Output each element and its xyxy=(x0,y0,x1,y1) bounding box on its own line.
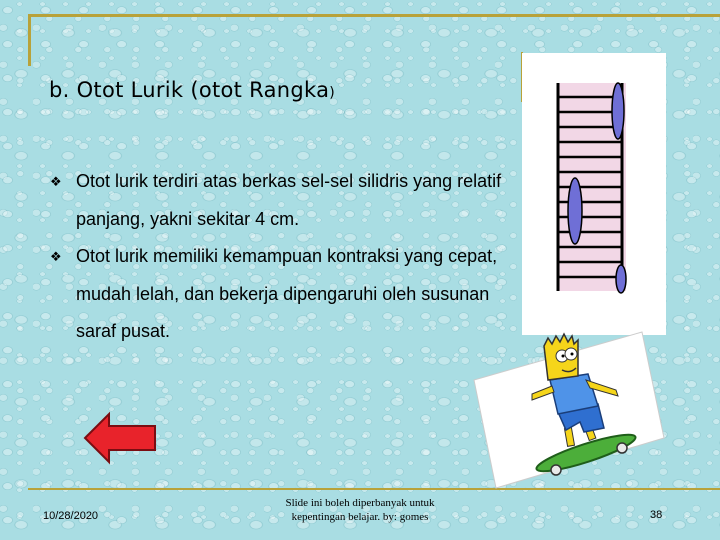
bullet-text: Otot lurik memiliki kemampuan kontraksi yang cepat, mudah lelah, dan bekerja dipengaruhi oleh susunan saraf pusat. xyxy=(76,246,498,341)
title-paren: ) xyxy=(329,85,336,101)
diamond-bullet-icon: ❖ xyxy=(50,249,62,264)
frame-top-line xyxy=(28,14,720,17)
bullet-text: Otot lurik terdiri atas berkas sel-sel silidris yang relatif panjang, yakni sekitar 4 cm. xyxy=(76,171,502,229)
page-number: 38 xyxy=(650,509,663,521)
bullet-list xyxy=(50,163,520,351)
back-arrow-icon xyxy=(82,411,158,465)
footer-date: 10/28/2020 xyxy=(43,510,99,522)
nucleus-shape xyxy=(612,83,624,139)
frame-left-line xyxy=(28,14,31,66)
diamond-bullet-icon: ❖ xyxy=(50,174,62,189)
back-arrow-button[interactable] xyxy=(82,411,158,465)
footer-note xyxy=(260,496,460,524)
skateboarder-picture xyxy=(466,330,666,490)
nucleus-shape xyxy=(616,265,626,293)
bullet-item xyxy=(50,163,520,238)
footer-note-line: Slide ini boleh diperbanyak untuk xyxy=(285,497,435,509)
cartoon-skateboarder-image xyxy=(466,330,666,490)
bullet-item xyxy=(50,238,520,351)
nucleus-shape xyxy=(568,178,582,244)
muscle-fiber-drawing xyxy=(522,53,666,335)
slide-title xyxy=(49,78,335,102)
title-text: b. Otot Lurik (otot Rangka xyxy=(49,78,330,102)
striated-muscle-illustration xyxy=(522,53,666,335)
footer-note-line: kepentingan belajar. by: gomes xyxy=(291,511,429,523)
